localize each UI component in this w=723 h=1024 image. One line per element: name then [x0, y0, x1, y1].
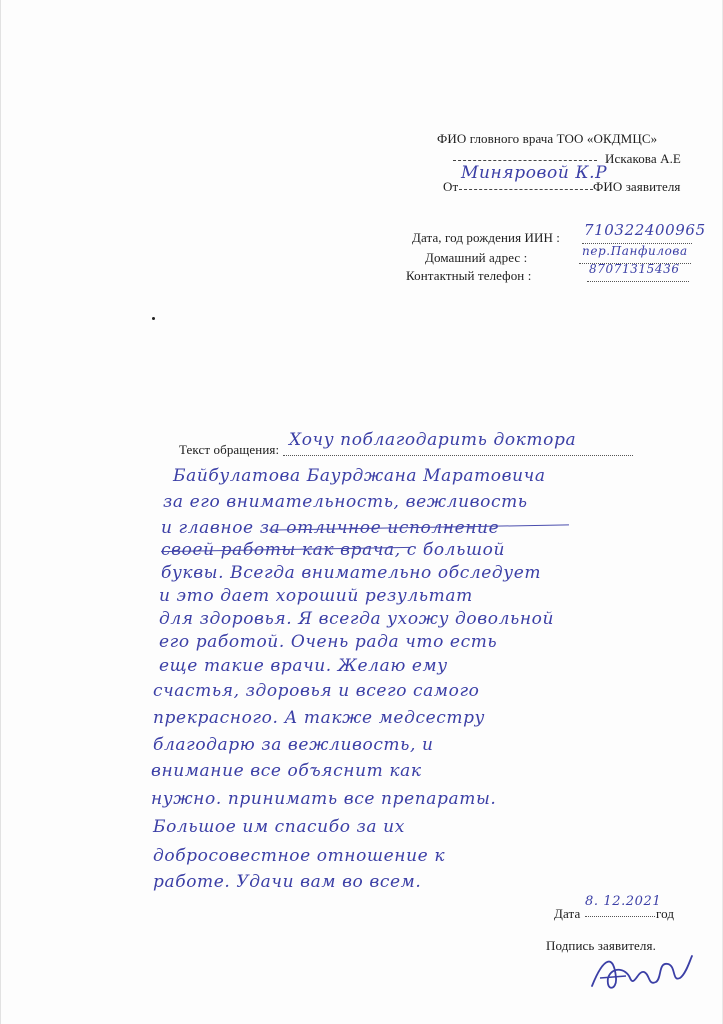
recipient-name: Искакова А.Е [605, 151, 681, 166]
body-line: прекрасного. А также медсестру [153, 708, 486, 728]
body-line: Хочу поблагодарить доктора [289, 430, 577, 450]
phone-label: Контактный телефон : [406, 268, 532, 283]
date-underline [585, 916, 655, 917]
signature-scribble [586, 948, 696, 998]
dob-iin-value: 710322400965 [584, 221, 706, 239]
body-line: его работой. Очень рада что есть [159, 632, 498, 652]
body-line: нужно. принимать все препараты. [151, 789, 497, 809]
date-label: Дата [554, 906, 581, 921]
body-line: своей работы как врача, с большой [161, 540, 506, 560]
dob-iin-label: Дата, год рождения ИИН : [412, 230, 561, 245]
recipient-title: ФИО гловного врача ТОО «ОКДМЦС» [437, 131, 658, 146]
body-line: и это дает хороший результат [159, 586, 473, 606]
phone-underline [587, 281, 689, 282]
signature-label: Подпись заявителя. [546, 938, 656, 953]
body-line: для здоровья. Я всегда ухожу довольной [159, 609, 555, 629]
date-value: 8. 12.2021 [585, 894, 662, 909]
body-line: еще такие врачи. Желаю ему [159, 656, 448, 676]
date-suffix: год [656, 906, 675, 921]
applicant-name-handwritten: Миняровой К.Р [461, 163, 608, 183]
body-line: Байбулатова Баурджана Маратовича [173, 466, 546, 486]
phone-value: 87071315436 [589, 262, 680, 276]
body-line: буквы. Всегда внимательно обследует [161, 563, 542, 583]
address-label: Домашний адрес : [425, 250, 528, 265]
body-line: счастья, здоровья и всего самого [153, 681, 480, 701]
address-value: пер.Панфилова [582, 244, 688, 258]
body-line: за его внимательность, вежливость [163, 492, 528, 512]
stray-dot [152, 317, 155, 320]
body-label-underline [283, 455, 633, 456]
from-prefix: От [443, 179, 459, 194]
body-line: добросовестное отношение к [153, 846, 446, 866]
body-line: и главное за отличное исполнение [161, 518, 500, 538]
body-line: работе. Удачи вам во всем. [153, 872, 422, 892]
recipient-dash-line [453, 160, 597, 161]
body-line: благодарю за вежливость, и [153, 735, 434, 755]
body-line: внимание все объяснит как [151, 761, 422, 781]
body-line: Большое им спасибо за их [153, 817, 405, 837]
from-dash-line [459, 189, 593, 190]
from-suffix: ФИО заявителя [593, 179, 681, 194]
body-label: Текст обращения: [179, 442, 280, 457]
